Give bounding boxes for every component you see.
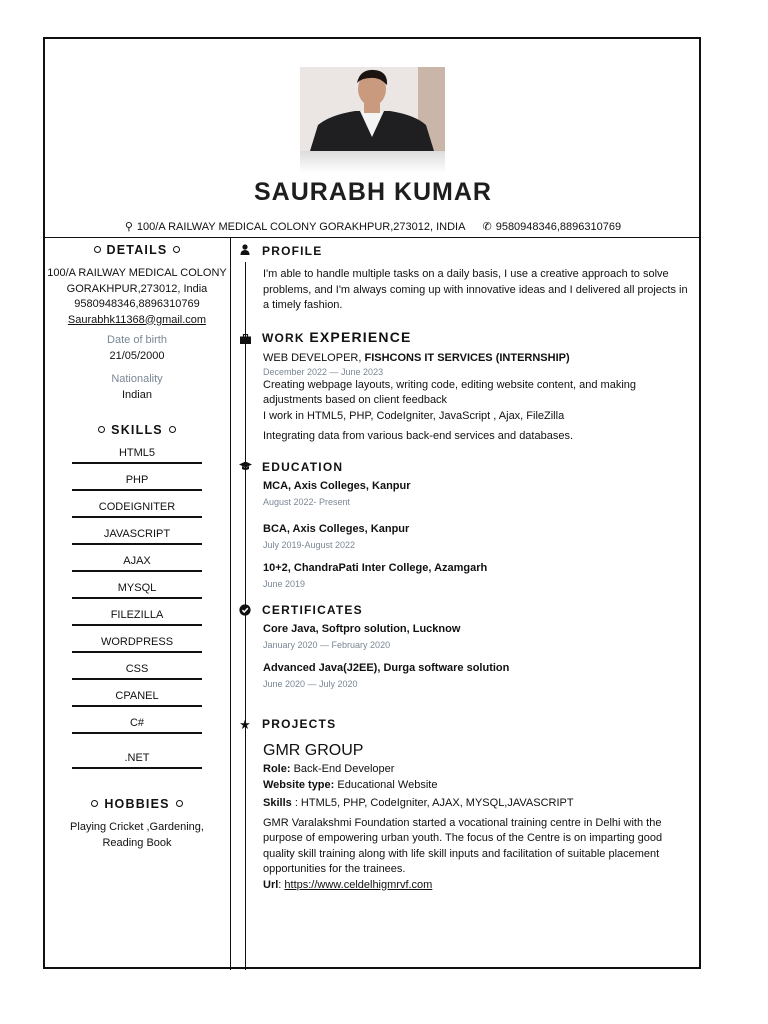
- briefcase-icon: [238, 334, 252, 350]
- location-pin-icon: ⚲: [124, 221, 133, 233]
- education-item-dates: June 2019: [263, 578, 306, 589]
- badge-check-icon: [238, 604, 252, 622]
- hobbies-line-2: Reading Book: [102, 837, 172, 849]
- skill-item: HTML5: [72, 443, 202, 464]
- nationality-label: Nationality: [111, 373, 163, 385]
- education-entry: [263, 522, 688, 553]
- circle-icon: [176, 800, 183, 807]
- skill-item: WORDPRESS: [72, 632, 202, 653]
- skill-item: .NET: [72, 748, 202, 769]
- header-phone: 9580948346,8896310769: [495, 221, 622, 233]
- education-item-name: MCA, Axis Colleges, Kanpur: [263, 480, 411, 492]
- certificate-dates: January 2020 — February 2020: [263, 639, 391, 650]
- skill-item: MYSQL: [72, 578, 202, 599]
- project-entry: GMR GROUP Role: Back-End Developer Website type: Educational Website Skills : HTML5, PHP, CodeIgniter, AJAX, MYSQL,JAVASCRIPT GMR Varalakshmi Foundation started a vocational training centre in Delhi with the purpose of empowering urban youth. The focus of the Centre is on imparting good quality skill training along with life skill inputs and facilitation of suitable placement opportunities for the trainees. Url: https://www.celdelhigmrvf.com: [263, 740, 688, 893]
- candidate-name: SAURABH KUMAR: [254, 178, 492, 206]
- hobbies-heading: HOBBIES: [46, 797, 228, 811]
- skill-item: CPANEL: [72, 686, 202, 707]
- profile-heading: PROFILE: [262, 244, 323, 258]
- education-entry: [263, 479, 688, 510]
- work-company: FISHCONS IT SERVICES (INTERNSHIP): [364, 352, 570, 364]
- work-dates: December 2022 — June 2023: [263, 366, 384, 377]
- work-line-2: I work in HTML5, PHP, CodeIgniter, JavaScript , Ajax, FileZilla: [263, 409, 565, 422]
- details-phone: 9580948346,8896310769: [74, 298, 200, 310]
- skill-item: CODEIGNITER: [72, 497, 202, 518]
- left-column: [46, 238, 228, 851]
- certificate-name: Core Java, Softpro solution, Lucknow: [263, 623, 461, 635]
- header-address: 100/A RAILWAY MEDICAL COLONY GORAKHPUR,273012, INDIA: [136, 221, 466, 233]
- skill-item: FILEZILLA: [72, 605, 202, 626]
- project-role: Back-End Developer: [293, 763, 395, 775]
- project-type: Educational Website: [337, 778, 438, 791]
- education-entry: [263, 561, 688, 592]
- circle-icon: [173, 246, 180, 253]
- column-divider: [230, 238, 231, 970]
- header-contact: [44, 220, 702, 233]
- certificate-dates: June 2020 — July 2020: [263, 678, 358, 689]
- projects-heading: PROJECTS: [262, 717, 337, 731]
- person-icon: [238, 244, 252, 261]
- education-item-name: BCA, Axis Colleges, Kanpur: [263, 523, 410, 535]
- skill-item: C#: [72, 713, 202, 734]
- project-skills: : HTML5, PHP, CodeIgniter, AJAX, MYSQL,JAVASCRIPT: [294, 797, 574, 809]
- project-description: GMR Varalakshmi Foundation started a vocational training centre in Delhi with the purpose of empowering urban youth. The focus of the Centre is on imparting good quality skill training along with life skill inputs and facilitation of suitable placement opportunities for the trainees.: [263, 816, 663, 875]
- education-item-dates: July 2019-August 2022: [263, 539, 356, 550]
- work-line-3: Integrating data from various back-end services and databases.: [263, 430, 574, 442]
- skill-item: JAVASCRIPT: [72, 524, 202, 545]
- profile-photo: [300, 67, 445, 151]
- skills-heading: SKILLS: [46, 423, 228, 437]
- photo-reflection: [300, 151, 445, 173]
- profile-text: I'm able to handle multiple tasks on a daily basis, I use a creative approach to solve problems, and I'm always coming up with innovative ideas and I delivered all projects in a timely fashion.: [263, 268, 688, 311]
- project-name: GMR GROUP: [263, 742, 364, 759]
- education-heading: EDUCATION: [262, 460, 344, 474]
- dob-label: Date of birth: [107, 334, 167, 346]
- circle-icon: [94, 246, 101, 253]
- certificates-heading: CERTIFICATES: [262, 603, 363, 617]
- graduation-cap-icon: [238, 461, 252, 477]
- hobbies-line-1: Playing Cricket ,Gardening,: [70, 821, 204, 833]
- nationality-value: Indian: [122, 388, 152, 401]
- certificate-entry: [263, 622, 688, 653]
- details-address-1: 100/A RAILWAY MEDICAL COLONY: [47, 267, 227, 279]
- skills-list: [46, 443, 228, 769]
- skill-item: PHP: [72, 470, 202, 491]
- project-url-link[interactable]: https://www.celdelhigmrvf.com: [284, 878, 433, 891]
- dob-value: 21/05/2000: [109, 349, 165, 362]
- phone-icon: ✆: [482, 221, 492, 233]
- circle-icon: [98, 426, 105, 433]
- work-role: WEB DEVELOPER,: [263, 352, 362, 364]
- circle-icon: [91, 800, 98, 807]
- details-heading: DETAILS: [46, 243, 228, 257]
- circle-icon: [169, 426, 176, 433]
- skill-item: CSS: [72, 659, 202, 680]
- work-line-1: Creating webpage layouts, writing code, editing website content, and making adjustments based on client feedback: [263, 378, 637, 406]
- certificate-name: Advanced Java(J2EE), Durga software solution: [263, 662, 510, 674]
- skill-item: AJAX: [72, 551, 202, 572]
- details-email-link[interactable]: Saurabhk11368@gmail.com: [67, 313, 207, 326]
- details-address-2: GORAKHPUR,273012, India: [66, 282, 208, 295]
- work-entry: [263, 351, 688, 445]
- education-item-dates: August 2022- Present: [263, 496, 351, 507]
- star-icon: ★: [239, 717, 251, 732]
- education-item-name: 10+2, ChandraPati Inter College, Azamgarh: [263, 562, 488, 574]
- certificate-entry: [263, 661, 688, 692]
- work-heading: WORK EXPERIENCE: [262, 329, 412, 345]
